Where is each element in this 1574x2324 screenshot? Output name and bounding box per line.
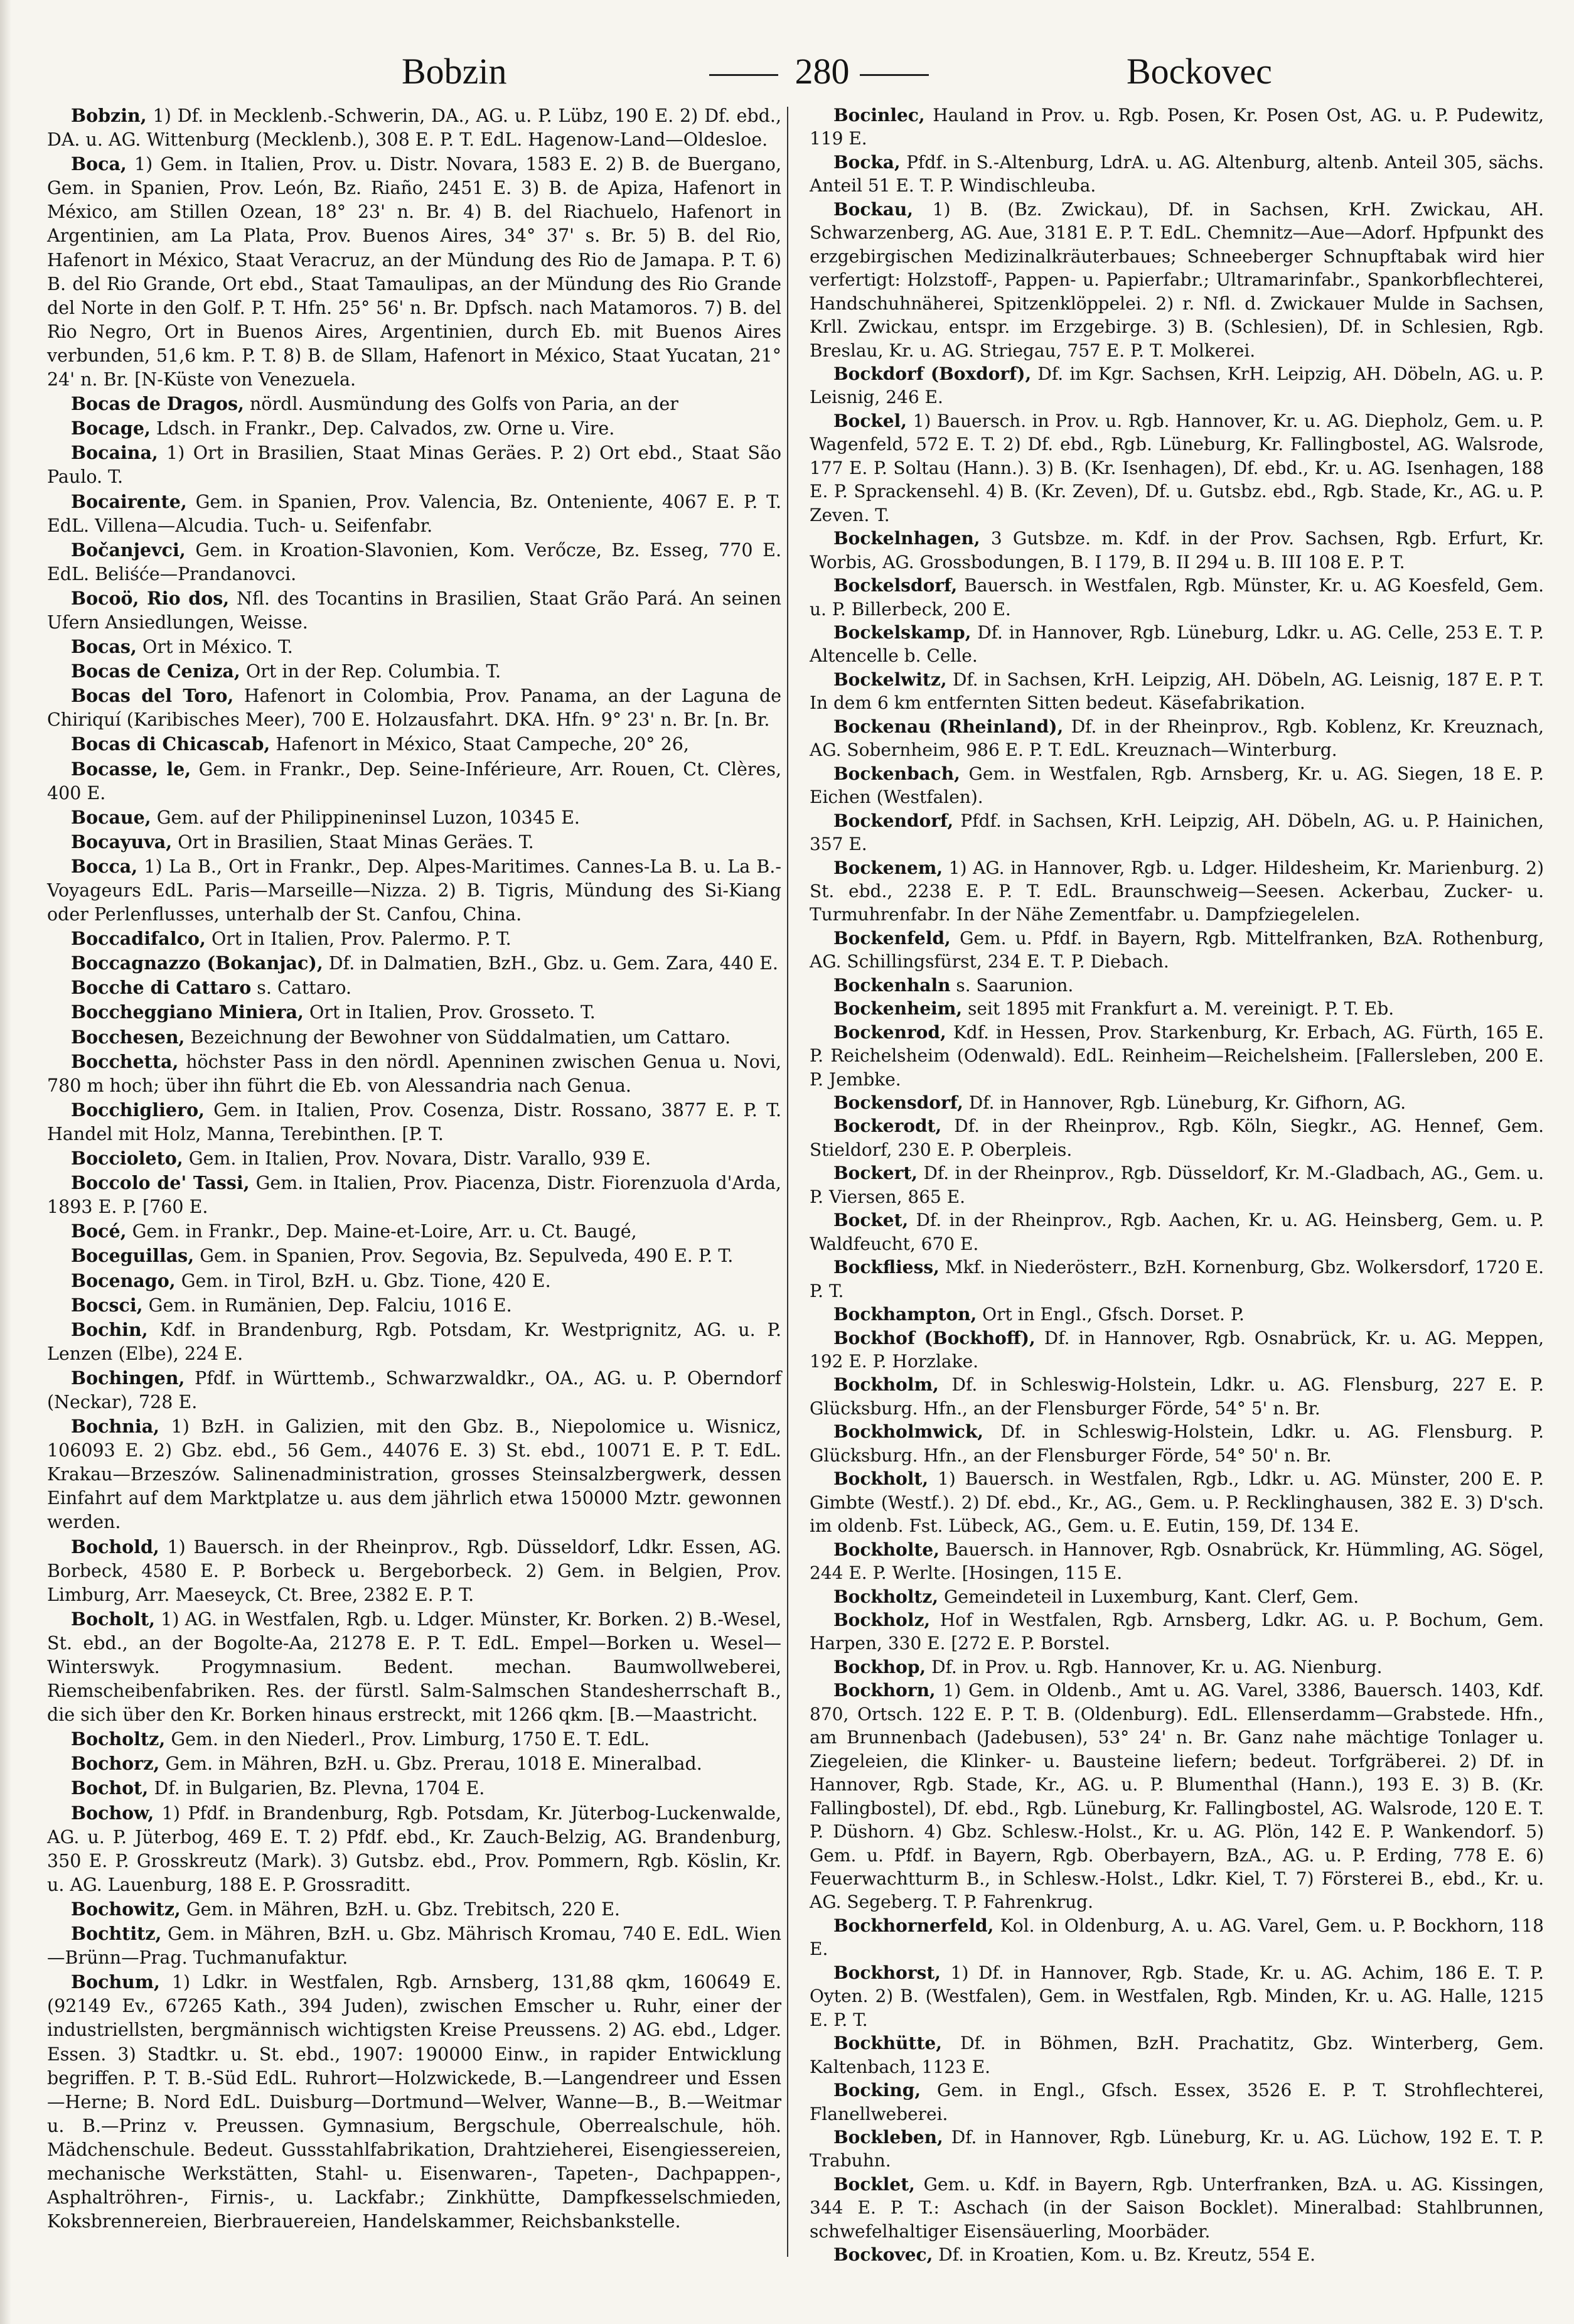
entry-headword: Bockholmwick, [833,1421,984,1443]
entry-text: Df. in Kroatien, Kom. u. Bz. Kreutz, 554 E. [938,2244,1315,2266]
entry-text: Gem. in Italien, Prov. Piacenza, Distr. Fiorenzuola d'Arda, 1893 E. P. [760 E. [47,1173,781,1218]
entry-headword: Bocairente, [71,490,187,512]
entry-text: Df. in der Rheinprov., Rgb. Aachen, Kr. u. AG. Heinsberg, Gem. u. P. Waldfeucht, 670 E. [810,1210,1544,1254]
entry-text: Bauersch. in Westfalen, Rgb. Münster, Kr. u. AG Koesfeld, Gem. u. P. Billerbeck, 200 E. [810,575,1545,620]
entry-text: Df. in Dalmatien, BzH., Gbz. u. Gem. Zara, 440 E. [328,953,778,974]
entry [810,104,1544,151]
entry-text: 1) AG. in Westfalen, Rgb. u. Ldger. Münster, Kr. Borken. 2) B.-Wesel, St. ebd., an der Bogolte-Aa, 21278 E. P. T. EdL. Empel—Borken u. Wesel—Winterswyk. Progymnasium. Bedent. mechan. Baumwollweberei, Riemscheibenfabriken. Res. der fürstl. Salm-Salmschen Standesherrschaft B., die sich über den Kr. Borken hinaus erstreckt, mit 1266 qkm. [B.—Maastricht. [47,1608,781,1726]
entry-text: Pfdf. in S.-Altenburg, LdrA. u. AG. Altenburg, altenb. Anteil 305, sächs. Anteil 51 E. T. P. Windischleuba. [810,151,1544,196]
entry-text: Df. in Hannover, Rgb. Lüneburg, Kr. u. AG. Lüchow, 192 E. T. P. Trabuhn. [810,2126,1544,2171]
entry-headword: Bochot, [71,1777,149,1799]
entry [47,635,781,659]
entry [47,1776,781,1800]
entry-text: Gem. in Rumänien, Dep. Falciu, 1016 E. [148,1294,512,1316]
entry [47,684,781,732]
entry-headword: Boccioleto, [71,1148,183,1170]
entry-text: Hafenort in Colombia, Prov. Panama, an der Laguna de Chiriquí (Karibisches Meer), 700 E. Holzausfahrt. DKA. Hfn. 9° 23' n. Br. [n. Br. [47,686,781,731]
entry [47,1366,781,1414]
entry-headword: Bocas, [71,636,137,658]
entry-text: Gem. u. Kdf. in Bayern, Rgb. Unterfranken, BzA. u. AG. Kissingen, 344 E. P. T.: Aschach (in der Saison Bocklet). Mineralbad: Stahlbrunnen, schwefelhaltiger Eisensäuerling, Moorbäder. [810,2173,1544,2242]
entry-text: Gem. in Mähren, BzH. u. Gbz. Mährisch Kromau, 740 E. EdL. Wien—Brünn—Prag. Tuchmanufaktur. [47,1923,781,1969]
entry-headword: Bockenem, [833,857,943,878]
entry [47,586,781,635]
entry [47,1025,781,1050]
entry-text: Gem. in Mähren, BzH. u. Gbz. Prerau, 1018 E. Mineralbad. [165,1753,702,1775]
entry-headword: Boceguillas, [71,1245,195,1267]
entry-text: Df. in Sachsen, KrH. Leipzig, AH. Döbeln, AG. Leisnig, 187 E. P. T. In dem 6 km entfernten Sitten bedeut. Käsefabrikation. [810,669,1545,714]
entry [47,1000,781,1025]
entry [810,1208,1544,1256]
entry [810,362,1544,409]
entry [810,621,1544,668]
entry-headword: Bockenhaln [833,974,951,996]
entry [47,1727,781,1751]
entry [47,1607,781,1727]
entry [810,198,1544,362]
header-first-entry: Bobzin [402,51,507,92]
entry-headword: Bocaina, [71,442,158,464]
entry-text: nördl. Ausmündung des Golfs von Paria, an der [250,394,678,415]
entry [47,416,781,441]
entry-headword: Bockholz, [833,1610,931,1630]
entry [47,854,781,927]
entry-text: Ldsch. in Frankr., Dep. Calvados, zw. Orne u. Vire. [156,418,615,439]
entry-headword: Bocage, [71,417,151,439]
entry-text: Pfdf. in Württemb., Schwarzwaldkr., OA., AG. u. P. Oberndorf (Neckar), 728 E. [47,1367,781,1412]
entry-headword: Bocenago, [71,1269,176,1291]
entry [810,2031,1544,2079]
entry-text: 1) AG. in Hannover, Rgb. u. Ldger. Hildesheim, Kr. Marienburg. 2) St. ebd., 2238 E. P. T. EdL. Braunschweig—Seesen. Ackerbau, Zucker- u. Turmuhrenfabr. In der Nähe Zementfabr. u. Dampfziegelelen. [810,857,1544,925]
entry-headword: Bockenbach, [833,763,960,784]
entry-headword: Bockhorst, [833,1962,941,1983]
entry [810,1256,1544,1303]
entry-text: Df. in Schleswig-Holstein, Ldkr. u. AG. Flensburg, 227 E. P. Glücksburg. Hfn., an der Flensburger Förde, 54° 5' n. Br. [810,1374,1544,1419]
entry-text: Mkf. in Niederösterr., BzH. Kornenburg, Gbz. Wolkersdorf, 1720 E. P. T. [810,1257,1544,1301]
entry [810,1914,1544,1961]
entry-text: Gem. in Frankr., Dep. Seine-Inférieure, Arr. Rouen, Ct. Clères, 400 E. [47,758,781,804]
entry-headword: Bockholm, [833,1374,939,1396]
entry-text: Df. in Hannover, Rgb. Lüneburg, Ldkr. u. AG. Celle, 253 E. T. P. Altencelle b. Celle. [810,621,1544,667]
entry-text: Df. in Böhmen, BzH. Prachatitz, Gbz. Winterberg, Gem. Kaltenbach, 1123 E. [810,2033,1544,2077]
entry [810,856,1544,927]
entry [810,1091,1544,1114]
entry-text: 3 Gutsbze. m. Kdf. in der Prov. Sachsen, Rgb. Erfurt, Kr. Worbis, AG. Grossbodungen, B. I 179, B. II 294 u. B. III 108 E. P. T. [810,528,1544,573]
entry [810,1161,1544,1208]
entry-headword: Bocas di Chicascab, [71,733,270,755]
entry [47,1293,781,1318]
entry-text: Hafenort in México, Staat Campeche, 20° 26, [276,734,689,755]
entry [47,1098,781,1146]
entry-headword: Bockelsdorf, [833,575,958,596]
entry-headword: Bocas del Toro, [71,685,234,707]
entry [810,997,1544,1020]
entry-headword: Bočanjevci, [71,539,186,561]
entry [47,1922,781,1970]
entry-headword: Bocholt, [71,1608,156,1630]
entry-headword: Bockelskamp, [833,621,972,643]
entry-headword: Bockholte, [833,1539,940,1560]
entry-headword: Boca, [71,153,127,175]
entry [47,152,781,392]
entry [47,1535,781,1607]
entry-headword: Bocinlec, [833,105,925,126]
entry-text: 1) Bauersch. in der Rheinprov., Rgb. Düsseldorf, Ldkr. Essen, AG. Borbeck, 4580 E. P. Borbeck u. Bergeborbeck. 2) Gem. in Belgien, Prov. Limburg, Arr. Maeseyck, Ct. Bree, 2382 E. P. T. [47,1536,781,1605]
entry-headword: Boccagnazzo (Bokanjac), [71,952,323,974]
entry [47,1146,781,1171]
entry-text: Df. in der Rheinprov., Rgb. Koblenz, Kr. Kreuznach, AG. Sobernheim, 986 E. P. T. EdL. Kreuznach—Winterburg. [810,716,1544,761]
entry-headword: Bockhütte, [833,2033,942,2054]
entry [810,2079,1544,2126]
entry [810,1655,1544,1679]
entry-text: Gem. auf der Philippineninsel Luzon, 10345 E. [156,807,580,828]
entry [47,1244,781,1268]
entry-headword: Bocchigliero, [71,1099,205,1121]
entry [47,927,781,951]
entry-text: Gem. in Westfalen, Rgb. Arnsberg, Kr. u. AG. Siegen, 18 E. P. Eichen (Westfalen). [810,763,1544,808]
entry-text: Gem. in Tirol, BzH. u. Gbz. Tione, 420 E. [181,1270,551,1291]
header-last-entry: Bockovec [1127,51,1272,92]
entry-text: 1) B. (Bz. Zwickau), Df. in Sachsen, KrH. Zwickau, AH. Schwarzenberg, AG. Aue, 3181 E. P. T. EdL. Chemnitz—Aue—Adorf. Hpfpunkt des erzgebirgischen Medizinalkräuterbaues; Schneeberger Schnupftabak wird hier verfertigt: Holzstoff-, Pappen- u. Papierfabr.; Ultramarinfabr., Spankorbflechterei, Handschuhnäherei, Spitzenklöppelei. 2) r. Nfl. d. Zwickauer Mulde in Sachsen, Krll. Zwickau, entspr. im Erzgebirge. 3) B. (Schlesien), Df. in Schlesien, Rgb. Breslau, Kr. u. AG. Striegau, 757 E. P. T. Molkerei. [810,198,1544,361]
entry-text: Ort in der Rep. Columbia. T. [245,661,501,682]
entry [810,151,1544,198]
entry-text: Gem. in Spanien, Prov. Segovia, Bz. Sepulveda, 490 E. P. T. [200,1245,734,1267]
entry [810,1326,1544,1374]
entry-text: Nfl. des Tocantins in Brasilien, Staat Grão Pará. An seinen Ufern Ansiedlungen, Weisse. [47,588,781,633]
entry-text: Gem. in Italien, Prov. Novara, Distr. Varallo, 939 E. [188,1148,651,1170]
entry-headword: Bocka, [833,151,901,173]
entry-headword: Bockelwitz, [833,669,947,690]
entry [47,757,781,805]
entry-headword: Bockel, [833,410,907,431]
entry [810,1420,1544,1467]
entry-text: Ort in Italien, Prov. Palermo. P. T. [211,928,511,950]
entry-headword: Bocoö, Rio dos, [71,587,230,609]
entry-headword: Bobzin, [71,105,147,126]
entry-headword: Bockovec, [833,2244,933,2266]
entry-text: s. Saarunion. [956,974,1074,996]
entry [47,1171,781,1219]
entry [810,1373,1544,1420]
entry [47,1269,781,1293]
entry [810,809,1544,856]
entry [810,1021,1544,1091]
entry-text: Df. in Schleswig-Holstein, Ldkr. u. AG. Flensburg. P. Glücksburg. Hfn., an der Flensburger Förde, 54° 50' n. Br. [810,1421,1545,1466]
entry-headword: Bocas de Ceniza, [71,660,240,682]
entry [810,927,1544,974]
entry-headword: Bockhornerfeld, [833,1915,994,1936]
entry-text: Pfdf. in Sachsen, KrH. Leipzig, AH. Döbeln, AG. u. P. Hainichen, 357 E. [810,810,1544,855]
entry-text: Hof in Westfalen, Rgb. Arnsberg, Ldkr. AG. u. P. Bochum, Gem. Harpen, 330 E. [272 E. P. Borstel. [810,1610,1544,1654]
entry-headword: Bochin, [71,1318,148,1340]
entry [47,1050,781,1098]
entry [810,1679,1544,1914]
page-header [0,38,1574,113]
entry-text: 1) La B., Ort in Frankr., Dep. Alpes-Maritimes. Cannes-La B. u. La B.-Voyageurs EdL. Paris—Marseille—Nizza. 2) B. Tigris, Mündung des Si-Kiang oder Perlenflusses, unterhalb der St. Canfou, China. [47,856,781,925]
entry [810,1467,1544,1537]
entry [47,976,781,1000]
entry-text: 1) Pfdf. in Brandenburg, Rgb. Potsdam, Kr. Jüterbog-Luckenwalde, AG. u. P. Jüterbog, 469 E. T. 2) Pfdf. ebd., Kr. Zauch-Belzig, AG. Brandenburg, 350 E. P. Grosskreutz (Mark). 3) Gutsbz. ebd., Prov. Pommern, Rgb. Köslin, Kr. u. AG. Lauenburg, 188 E. P. Grossraditt. [47,1802,782,1895]
entry [47,538,781,586]
entry-headword: Bocca, [71,855,138,877]
entry-text: Ort in México. T. [142,637,293,658]
entry-headword: Bockhop, [833,1656,926,1677]
entry-headword: Bocé, [71,1220,127,1242]
entry-text: 1) Bauersch. in Westfalen, Rgb., Ldkr. u. AG. Münster, 200 E. P. Gimbte (Westf.). 2) Df. ebd., Kr., AG., Gem. u. P. Recklinghausen, 382 E. 3) D'sch. im oldenb. Fst. Lübeck, AG., Gem. u. E. Eutin, 159, Df. 134 E. [810,1468,1544,1537]
entry-headword: Bockholt, [833,1468,929,1490]
entry-headword: Bocayuva, [71,831,173,853]
right-column [810,104,1544,2267]
entry-headword: Bockenrod, [833,1021,946,1043]
entry [810,2126,1544,2173]
entry-text: höchster Pass in den nördl. Apenninen zwischen Genua u. Novi, 780 m hoch; über ihn führt die Eb. von Alessandria nach Genua. [47,1051,782,1096]
entry-headword: Bocking, [833,2080,921,2101]
left-column [47,104,781,2234]
entry [810,574,1544,621]
entry-headword: Bochorz, [71,1753,160,1775]
entry [47,392,781,416]
entry-text: 1) Ort in Brasilien, Staat Minas Geräes. P. 2) Ort ebd., Staat São Paulo. T. [47,443,781,488]
entry [810,1538,1544,1585]
entry-text: 1) Gem. in Italien, Prov. u. Distr. Novara, 1583 E. 2) B. de Buergano, Gem. in Spanien, Prov. León, Bz. Riaño, 2451 E. 3) B. de Apiza, Hafenort in México, am Stillen Ozean, 18° 23' n. Br. 4) B. del Riachuelo, Hafenort in Argentinien, am La Plata, Prov. Buenos Aires, 34° 37' s. Br. 5) B. del Rio, Hafenort in México, Staat Veracruz, an der Mündung des Rio de Jamapa. P. T. 6) B. del Rio Grande, Ort ebd., Staat Tamaulipas, an der Mündung des Rio Grande del Norte in den Golf. P. T. Hfn. 25° 56' n. Br. Dpfsch. nach Matamoros. 7) B. del Rio Negro, Ort in Buenos Aires, Argentinien, durch Eb. mit Buenos Aires verbunden, 51,6 km. P. T. 8) B. de Sllam, Hafenort in México, Staat Yucatan, 21° 24' n. Br. [N-Küste von Venezuela. [47,154,782,390]
entry [47,659,781,684]
entry [47,490,781,538]
entry-text: Gem. in Frankr., Dep. Maine-et-Loire, Arr. u. Ct. Baugé, [132,1221,637,1242]
entry-headword: Bocholtz, [71,1728,166,1750]
entry-headword: Bocasse, le, [71,758,191,780]
entry [810,409,1544,527]
entry-text: Gem. in den Niederl., Prov. Limburg, 1750 E. T. EdL. [171,1729,650,1750]
entry [47,1970,781,2234]
entry-headword: Bochowitz, [71,1898,181,1920]
entry [810,2243,1544,2266]
entry-text: Ort in Italien, Prov. Grosseto. T. [309,1002,596,1023]
entry-headword: Bockau, [833,198,914,220]
entry-headword: Bockleben, [833,2126,943,2148]
entry [47,1219,781,1244]
entry-text: Gem. in Kroation-Slavonien, Kom. Verőcze, Bz. Esseg, 770 E. EdL. Beliśće—Prandanovci. [47,539,781,584]
entry-headword: Bockfliess, [833,1257,940,1278]
entry-headword: Bockhof (Bockhoff), [833,1327,1036,1348]
entry-text: 1) Df. in Hannover, Rgb. Stade, Kr. u. AG. Achim, 186 E. T. P. Oyten. 2) B. (Westfalen), Gem. in Westfalen, Rgb. Minden, Kr. u. AG. Halle, 1215 E. P. T. [810,1962,1544,2030]
entry-text: Kol. in Oldenburg, A. u. AG. Varel, Gem. u. P. Bockhorn, 118 E. [810,1915,1544,1960]
entry-headword: Bochum, [71,1971,160,1993]
entry-text: Hauland in Prov. u. Rgb. Posen, Kr. Posen Ost, AG. u. P. Pudewitz, 119 E. [810,105,1545,149]
entry [47,1751,781,1776]
entry-text: seit 1895 mit Frankfurt a. M. vereinigt. P. T. Eb. [968,998,1395,1019]
entry-headword: Bocche di Cattaro [71,977,252,999]
entry-headword: Bockenheim, [833,998,963,1019]
entry-text: Gemeindeteil in Luxemburg, Kant. Clerf, Gem. [943,1586,1359,1607]
entry-headword: Bockelnhagen, [833,528,980,549]
entry-text: Df. in der Rheinprov., Rgb. Köln, Siegkr., AG. Hennef, Gem. Stieldorf, 230 E. P. Oberpleis. [810,1116,1544,1160]
entry-headword: Boccheggiano Miniera, [71,1001,304,1023]
entry [810,1608,1544,1655]
entry-headword: Bocaue, [71,806,151,828]
entry-text: Gem. in Italien, Prov. Cosenza, Distr. Rossano, 3877 E. P. T. Handel mit Holz, Manna, Terebinthen. [P. T. [47,1099,781,1144]
entry-text: Kdf. in Hessen, Prov. Starkenburg, Kr. Erbach, AG. Fürth, 165 E. P. Reichelsheim (Odenwald). EdL. Reinheim—Reichelsheim. [Fallersleben, 200 E. P. Jembke. [810,1021,1545,1090]
entry-text: Bauersch. in Hannover, Rgb. Osnabrück, Kr. Hümmling, AG. Sögel, 244 E. P. Werlte. [Hosingen, 115 E. [810,1539,1544,1584]
entry [810,1303,1544,1326]
entry-text: Bezeichnung der Bewohner von Süddalmatien, um Cattaro. [190,1026,731,1048]
entry [810,1114,1544,1161]
entry-headword: Bocket, [833,1210,909,1231]
entry-text: Df. in der Rheinprov., Rgb. Düsseldorf, Kr. M.-Gladbach, AG., Gem. u. P. Viersen, 865 E. [810,1163,1544,1207]
entry-headword: Boccadifalco, [71,928,206,950]
entry-headword: Bockdorf (Boxdorf), [833,363,1032,384]
entry-text: 1) BzH. in Galizien, mit den Gbz. B., Niepolomice u. Wisnicz, 106093 E. 2) Gbz. ebd., 56 Gem., 44076 E. 3) St. ebd., 10071 E. P. T. EdL. Krakau—Brzeszów. Salinenadministration, grosses Steinsalzbergwerk, dessen Einfahrt auf dem Marktplatze u. aus dem jährlich etwa 150000 Mztr. gewonnen werden. [47,1416,781,1533]
entry [47,1318,781,1366]
entry [810,2173,1544,2243]
entry-text: Gem. in Engl., Gfsch. Essex, 3526 E. P. T. Strohflechterei, Flanellweberei. [810,2080,1545,2124]
entry [47,1414,781,1534]
entry-text: s. Cattaro. [257,977,352,999]
entry-headword: Bochnia, [71,1416,160,1438]
entry-headword: Bockerodt, [833,1116,942,1137]
entry [810,974,1544,997]
column-divider [787,107,788,2257]
entry-headword: Bockensdorf, [833,1092,963,1114]
entry [47,830,781,854]
entry-headword: Bocas de Dragos, [71,393,244,415]
entry-text: Ort in Engl., Gfsch. Dorset. P. [982,1304,1245,1325]
entry-headword: Bockhampton, [833,1304,977,1325]
entry [47,732,781,756]
entry-headword: Bockenfeld, [833,927,951,949]
header-dash-right [860,74,929,76]
entry-headword: Bocchetta, [71,1050,179,1072]
entry-headword: Bockhorn, [833,1680,936,1701]
entry [47,805,781,830]
page-number: 280 [795,51,850,92]
entry-text: Kdf. in Brandenburg, Rgb. Potsdam, Kr. Westprignitz, AG. u. P. Lenzen (Elbe), 224 E. [47,1319,781,1364]
entry-text: 1) Ldkr. in Westfalen, Rgb. Arnsberg, 131,88 qkm, 160649 E. (92149 Ev., 67265 Kath., 394 Juden), zwischen Emscher u. Ruhr, einer der industriellsten, bergmännisch wichtigsten Kreise Preussens. 2) AG. ebd., Ldger. Essen. 3) Stadtkr. u. St. ebd., 1907: 190000 Einw., in rapider Entwicklung begriffen. P. T. B.-Süd EdL. Ruhrort—Holzwickede, B.—Langendreer und Essen—Herne; B. Nord EdL. Duisburg—Dortmund—Welver, Wanne—B., B.—Weitmar u. B.—Prinz v. Preussen. Gymnasium, Bergschule, Oberrealschule, höh. Mädchenschule. Bedeut. Gussstahlfabrikation, Drahtzieherei, Eisengiessereien, mechanische Werkstätten, Stahl- u. Eisenwaren-, Tapeten-, Dachpappen-, Asphaltröhren-, Firnis-, u. Lackfabr.; Zinkhütte, Dampfkesselschmieden, Koksbrennereien, Bierbrauereien, Handelskammer, Reichsbankstelle. [47,1972,781,2232]
entry-headword: Bockholtz, [833,1586,939,1607]
page-edge [0,0,11,2324]
entry-text: Df. in Hannover, Rgb. Osnabrück, Kr. u. AG. Meppen, 192 E. P. Horzlake. [810,1327,1544,1372]
entry-text: Df. im Kgr. Sachsen, KrH. Leipzig, AH. Döbeln, AG. u. P. Leisnig, 246 E. [810,363,1545,408]
entry-headword: Bochingen, [71,1367,185,1389]
entry-headword: Bochow, [71,1802,154,1824]
entry-headword: Bocsci, [71,1294,143,1316]
entry [810,668,1544,715]
entry [47,441,781,489]
entry-headword: Boccolo de' Tassi, [71,1172,250,1194]
entry-text: Gem. in Spanien, Prov. Valencia, Bz. Onteniente, 4067 E. P. T. EdL. Villena—Alcudia. Tuch- u. Seifenfabr. [47,491,782,536]
entry-text: 1) Bauersch. in Prov. u. Rgb. Hannover, Kr. u. AG. Diepholz, Gem. u. P. Wagenfeld, 572 E. T. 2) Df. ebd., Rgb. Lüneburg, Kr. Fallingbostel, AG. Walsrode, 177 E. P. Soltau (Hann.). 3) B. (Kr. Isenhagen), Df. ebd., Kr. u. AG. Isenhagen, 188 E. P. Sprackensehl. 4) B. (Kr. Zeven), Df. u. Gutsbz. ebd., Rgb. Stade, Kr., AG. u. P. Zeven. T. [810,410,1544,525]
entry-text: Df. in Bulgarien, Bz. Plevna, 1704 E. [154,1778,485,1799]
entry [810,527,1544,574]
entry-text: Df. in Prov. u. Rgb. Hannover, Kr. u. AG. Nienburg. [931,1656,1383,1677]
entry-text: 1) Df. in Mecklenb.-Schwerin, DA., AG. u. P. Lübz, 190 E. 2) Df. ebd., DA. u. AG. Wittenburg (Mecklenb.), 308 E. P. T. EdL. Hagenow-Land—Oldesloe. [47,105,782,151]
entry [810,715,1544,762]
entry-headword: Bocklet, [833,2173,915,2195]
entry [47,104,781,152]
entry-headword: Bockendorf, [833,810,954,831]
entry-text: 1) Gem. in Oldenb., Amt u. AG. Varel, 3386, Bauersch. 1403, Kdf. 870, Ortsch. 122 E. P. T. B. (Oldenburg). EdL. Ellenserdamm—Grabstede. Hfn., am Brunnenbach (Jadebusen), 53° 24' n. Br. Ganz nahe mächtige Tonlager u. Ziegeleien, die Klinker- u. Bausteine liefern; bedeut. Torfgräberei. 2) Df. in Hannover, Rgb. Stade, Kr., AG. u. P. Blumenthal (Hann.), 193 E. 3) B. (Kr. Fallingbostel), Df. ebd., Rgb. Lüneburg, Kr. Fallingbostel, AG. Walsrode, 120 E. T. P. Düshorn. 4) Gbz. Schlesw.-Holst., Kr. u. AG. Plön, 142 E. P. Wankendorf. 5) Gem. u. Pfdf. in Bayern, Rgb. Oberbayern, BzA., AG. u. P. Erding, 778 E. 6) Feuerwachtturm B., in Schlesw.-Holst., Ldkr. Kiel, T. 7) Försterei B., ebd., Kr. u. AG. Segeberg. T. P. Fahrenkrug. [810,1680,1545,1913]
entry [47,951,781,976]
entry [810,1585,1544,1608]
entry-text: Ort in Brasilien, Staat Minas Geräes. T. [178,831,534,853]
entry-text: Df. in Hannover, Rgb. Lüneburg, Kr. Gifhorn, AG. [968,1092,1406,1114]
entry [810,762,1544,809]
entry-text: Gem. u. Pfdf. in Bayern, Rgb. Mittelfranken, BzA. Rothenburg, AG. Schillingsfürst, 234 E. T. P. Diebach. [810,927,1544,972]
entry-text: Gem. in Mähren, BzH. u. Gbz. Trebitsch, 220 E. [186,1898,620,1920]
entry-headword: Bochold, [71,1536,159,1557]
entry-headword: Bochtitz, [71,1923,162,1945]
entry-headword: Bockenau (Rheinland), [833,716,1064,737]
entry [47,1801,781,1897]
entry [47,1897,781,1922]
entry-headword: Bockert, [833,1163,918,1184]
entry [810,1961,1544,2031]
entry-headword: Bocchesen, [71,1026,185,1048]
